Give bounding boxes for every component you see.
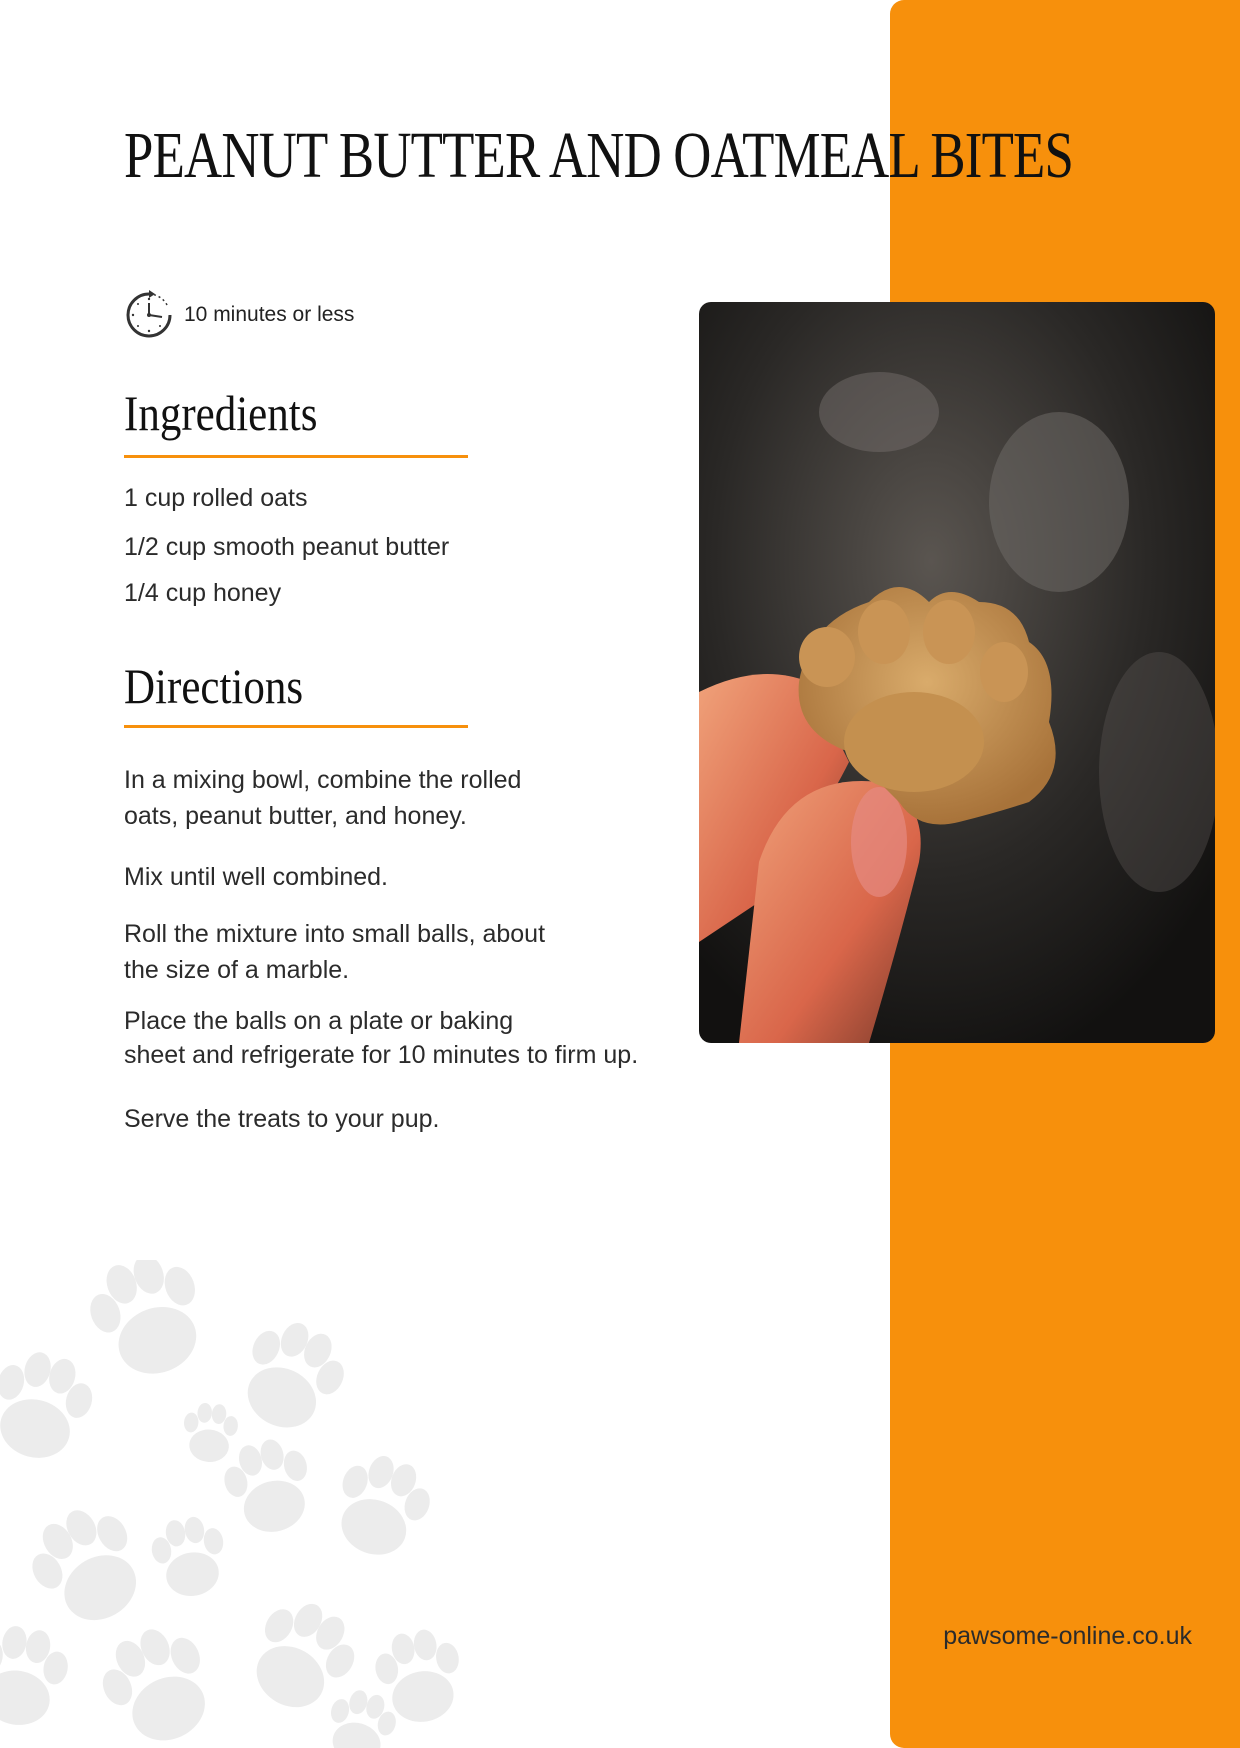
ingredients-heading: Ingredients	[124, 385, 318, 441]
prep-time-label: 10 minutes or less	[184, 303, 355, 326]
ingredient-item: 1/2 cup smooth peanut butter	[124, 533, 450, 561]
direction-step	[124, 859, 388, 895]
recipe-title: PEANUT BUTTER AND OATMEAL BITES	[124, 119, 1074, 192]
direction-line: Roll the mixture into small balls, about	[124, 920, 546, 948]
direction-line: the size of a marble.	[124, 956, 350, 984]
prep-time	[122, 288, 354, 342]
ingredient-item: 1/4 cup honey	[124, 579, 282, 607]
dog-treat-photo	[699, 302, 1215, 1043]
directions-heading: Directions	[124, 658, 304, 714]
direction-step	[124, 1101, 439, 1137]
direction-step	[124, 916, 545, 988]
timer-clock-icon	[122, 288, 176, 342]
direction-line: In a mixing bowl, combine the rolled	[124, 766, 522, 794]
ingredients-underline	[124, 455, 468, 458]
directions-underline	[124, 725, 468, 728]
direction-line: oats, peanut butter, and honey.	[124, 802, 467, 830]
direction-line: Mix until well combined.	[124, 863, 388, 891]
direction-line: sheet and refrigerate for 10 minutes to firm up.	[124, 1041, 639, 1069]
direction-line: Serve the treats to your pup.	[124, 1105, 440, 1133]
direction-step	[124, 1004, 638, 1072]
website-url: pawsome-online.co.uk	[943, 1622, 1192, 1650]
direction-line: Place the balls on a plate or baking	[124, 1007, 514, 1035]
paw-print-pattern	[0, 1260, 520, 1748]
direction-step	[124, 762, 521, 834]
ingredient-item: 1 cup rolled oats	[124, 484, 308, 512]
